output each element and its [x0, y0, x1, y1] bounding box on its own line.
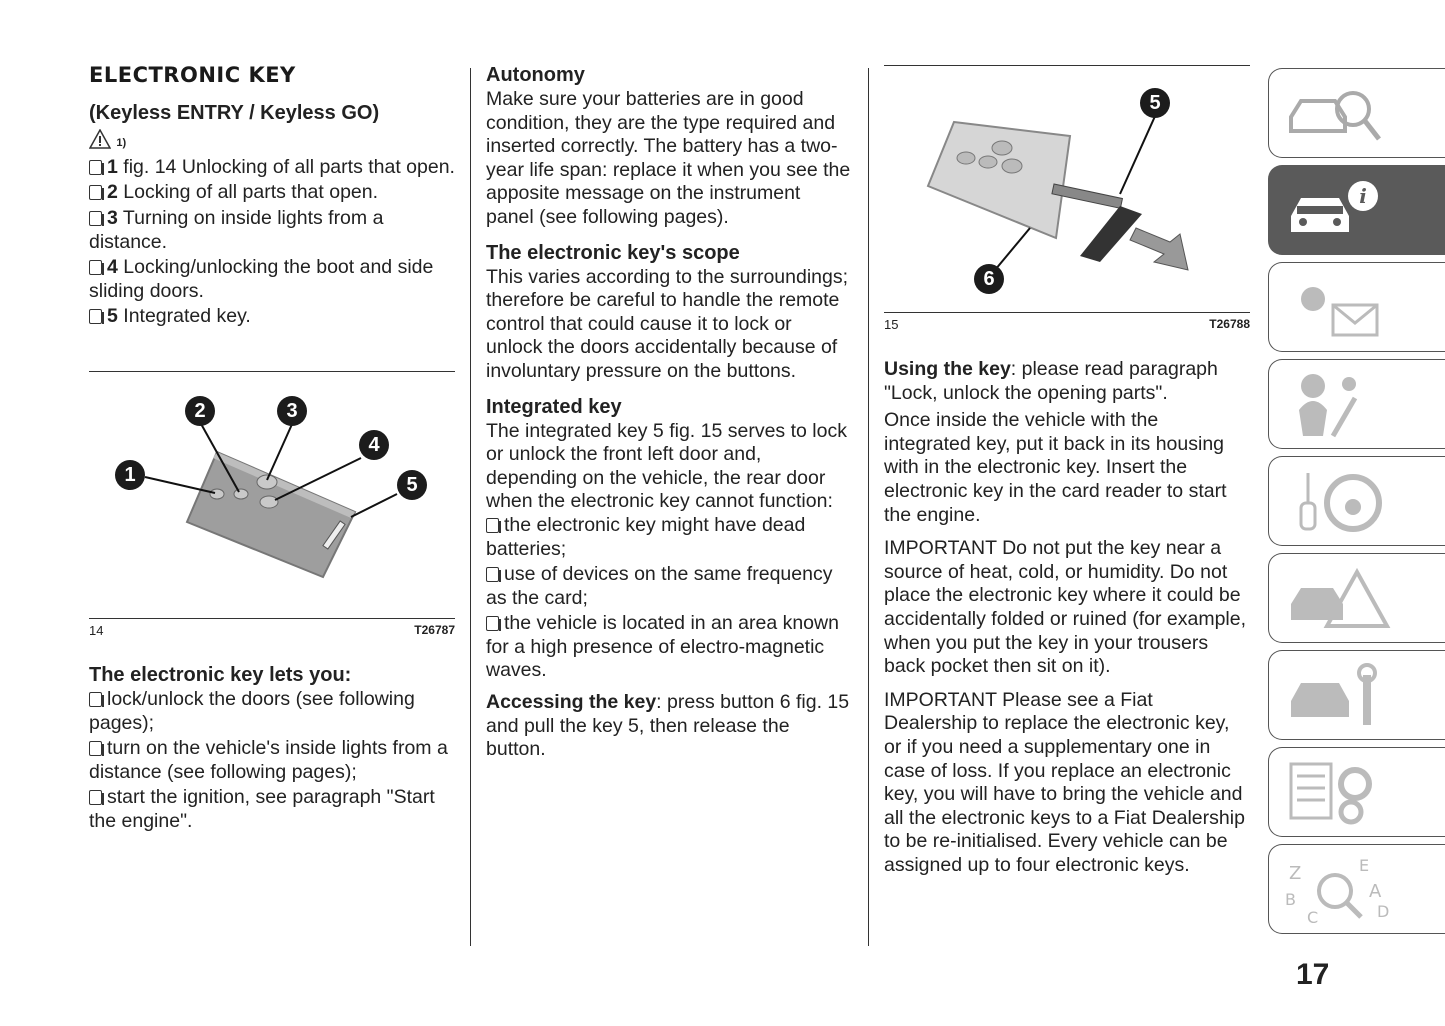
figure-code: T26787	[414, 622, 455, 637]
warning-reference	[89, 129, 455, 156]
list-item	[89, 181, 455, 205]
accessing-label: Accessing the key	[486, 691, 657, 714]
checkbox-bullet-icon	[89, 260, 102, 275]
figure-code: T26788	[1209, 317, 1250, 331]
svg-text:E: E	[1359, 856, 1370, 875]
list-item	[486, 563, 852, 610]
item-text: use of devices on the same frequency as the card;	[486, 563, 833, 609]
integrated-text: The integrated key 5 fig. 15 serves to lock or unlock the front left door and, depending on the vehicle, the rear door when the electronic key cannot function:	[486, 419, 847, 513]
using-text: : please read paragraph "Lock, unlock the opening parts".	[884, 358, 1218, 404]
column-3	[884, 60, 1250, 877]
once-paragraph: Once inside the vehicle with the integrated key, put it back in its housing with in the electronic key. Insert the electronic key in the card reader to start the engine.	[884, 409, 1227, 526]
list-item	[89, 786, 455, 833]
svg-text:C: C	[1307, 908, 1319, 925]
warning-ref-text: 1)	[116, 137, 127, 150]
checkbox-bullet-icon	[89, 211, 102, 226]
passenger-safety-icon	[1283, 370, 1393, 440]
tab-safety[interactable]	[1268, 359, 1445, 449]
item-text: Locking of all parts that open.	[117, 181, 379, 204]
checkbox-bullet-icon	[486, 567, 499, 582]
scope-text: This varies according to the surroundings; therefore be careful to handle the remote control that could cause it to lock or unlock the doors accidentally because of involuntary pressure on the buttons.	[486, 265, 849, 382]
car-magnifier-icon	[1283, 79, 1393, 149]
page-number: 17	[1296, 958, 1330, 991]
figure-number: 15	[884, 317, 899, 332]
item-number: 5	[107, 305, 118, 328]
list-item	[486, 612, 852, 683]
svg-text:D: D	[1377, 902, 1390, 921]
list-gears-icon	[1283, 758, 1393, 828]
item-text: Integrated key.	[117, 305, 251, 328]
figure-14-frame	[89, 371, 455, 619]
chapter-tabs	[1268, 68, 1445, 941]
scope-heading: The electronic key's scope	[486, 241, 740, 264]
list-item	[89, 305, 455, 329]
tab-technical-data[interactable]	[1268, 747, 1445, 837]
item-text: the vehicle is located in an area known for a high presence of electro-magnetic waves.	[486, 612, 839, 682]
svg-text:Z: Z	[1289, 863, 1302, 884]
list-item	[89, 737, 455, 784]
item-text: start the ignition, see paragraph "Start the engine".	[89, 786, 435, 832]
car-warning-triangle-icon	[1283, 564, 1393, 634]
figure-number: 14	[89, 622, 104, 638]
important-paragraph-2: IMPORTANT Please see a Fiat Dealership to replace the electronic key, or if you need a supplementary one in case of loss. If you replace an electronic key, you will have to bring the vehicle and all the electronic keys to a Fiat Dealership to be re-initialised. Every vehicle can be assigned up to four electronic keys.	[884, 688, 1245, 876]
tab-emergency[interactable]	[1268, 553, 1445, 643]
list-item	[486, 514, 852, 561]
figure-caption	[884, 317, 1250, 332]
item-number: 4	[107, 256, 118, 279]
alphabet-index-icon	[1283, 855, 1393, 925]
figure-14	[89, 371, 455, 638]
callout-1: 1	[115, 460, 145, 490]
list-item	[89, 207, 455, 254]
item-number: 3	[107, 206, 118, 229]
callout-2: 2	[185, 396, 215, 426]
lets-heading: The electronic key lets you:	[89, 663, 352, 686]
autonomy-text: Make sure your batteries are in good condition, they are the type required and inserted correctly. The battery has a two-year life span: replace it when you see the apposite message on the instrument panel (see following pages).	[486, 88, 851, 228]
item-text: Turning on inside lights from a distance.	[89, 206, 384, 253]
section-title: ELECTRONIC KEY	[89, 63, 296, 87]
using-paragraph	[884, 358, 1250, 405]
accessing-text: : press button 6 fig. 15 and pull the key 5, then release the button.	[486, 691, 850, 761]
checkbox-bullet-icon	[89, 741, 102, 756]
integrated-heading: Integrated key	[486, 395, 622, 418]
item-number: 2	[107, 181, 118, 204]
list-item	[89, 156, 455, 180]
list-item	[89, 256, 455, 303]
callout-3: 3	[277, 396, 307, 426]
item-number: 1	[107, 155, 118, 178]
column-divider	[470, 68, 471, 946]
tab-instrument-panel[interactable]	[1268, 262, 1445, 352]
tab-knowing-the-car[interactable]	[1268, 68, 1445, 158]
item-text: fig. 14 Unlocking of all parts that open.	[117, 155, 455, 178]
svg-text:B: B	[1285, 890, 1296, 909]
checkbox-bullet-icon	[486, 616, 499, 631]
svg-text:A: A	[1369, 881, 1382, 902]
callout-6: 6	[974, 264, 1004, 294]
important-paragraph-1: IMPORTANT Do not put the key near a source of heat, cold, or humidity. Do not place the electronic key where it could be accidentally folded or ruined (for example, when you put the key in your trousers back pocket then sit on it).	[884, 537, 1247, 678]
section-subtitle: (Keyless ENTRY / Keyless GO)	[89, 101, 380, 124]
callout-5: 5	[1140, 88, 1170, 118]
autonomy-heading: Autonomy	[486, 64, 585, 86]
figure-caption	[89, 623, 455, 638]
checkbox-bullet-icon	[89, 185, 102, 200]
using-label: Using the key	[884, 358, 1011, 380]
figure-15-frame	[884, 65, 1250, 313]
callout-4: 4	[359, 430, 389, 460]
tab-knowing-the-car-info[interactable]	[1268, 165, 1445, 255]
column-1	[89, 60, 455, 834]
warning-triangle-icon	[89, 129, 111, 149]
item-text: lock/unlock the doors (see following pages);	[89, 687, 415, 734]
item-text: Locking/unlocking the boot and side sliding doors.	[89, 256, 434, 302]
checkbox-bullet-icon	[89, 309, 102, 324]
item-text: the electronic key might have dead batteries;	[486, 513, 806, 560]
car-wrench-icon	[1283, 661, 1393, 731]
figure-15	[884, 65, 1250, 332]
column-2	[486, 60, 852, 762]
item-text: turn on the vehicle's inside lights from a distance (see following pages);	[89, 737, 448, 783]
warning-light-envelope-icon	[1283, 273, 1393, 343]
svg-text:i: i	[1359, 184, 1367, 208]
checkbox-bullet-icon	[89, 160, 102, 175]
key-card-extract-illustration	[884, 66, 1250, 312]
tab-maintenance[interactable]	[1268, 650, 1445, 740]
checkbox-bullet-icon	[89, 790, 102, 805]
column-divider	[868, 68, 869, 946]
checkbox-bullet-icon	[486, 518, 499, 533]
callout-5: 5	[397, 470, 427, 500]
key-steering-wheel-icon	[1283, 467, 1393, 537]
list-item	[89, 688, 455, 735]
checkbox-bullet-icon	[89, 692, 102, 707]
accessing-paragraph	[486, 691, 852, 762]
tab-starting-driving[interactable]	[1268, 456, 1445, 546]
tab-index[interactable]	[1268, 844, 1445, 934]
car-info-icon	[1283, 176, 1393, 246]
